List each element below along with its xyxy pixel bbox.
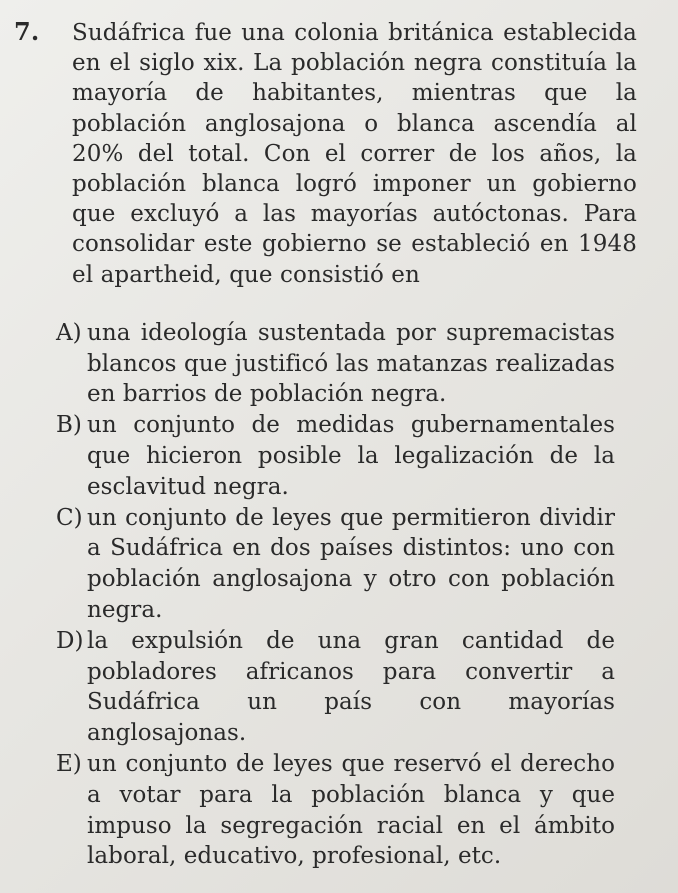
answer-option-e — [56, 749, 650, 872]
option-text-d: la expulsión de una gran cantidad de pobladores africanos para convertir a Sudáfrica un país con mayorías anglosajonas. — [87, 627, 615, 747]
option-text-a: una ideología sustentada por supremacistas blancos que justificó las matanzas realizadas en barrios de población negra. — [87, 319, 615, 408]
option-letter-c: C) — [56, 504, 83, 531]
answer-option-a — [56, 318, 650, 410]
answer-option-d — [56, 626, 650, 749]
option-text-e: un conjunto de leyes que reservó el derecho a votar para la población blanca y que impuso la segregación racial en el ámbito laboral, educativo, profesional, etc. — [87, 750, 615, 870]
answer-option-b — [56, 410, 650, 502]
answer-option-c — [56, 503, 650, 626]
option-text-c: un conjunto de leyes que permitieron dividir a Sudáfrica en dos países distintos: uno con población anglosajona y otro con población negra. — [87, 504, 615, 623]
answer-options — [14, 318, 650, 872]
question-stem: Sudáfrica fue una colonia británica establecida en el siglo xix. La población negra constituía la mayoría de habitantes, mientras que la población anglosajona o blanca ascendía al 20% del total. Con el correr de los años, la población blanca logró imponer un gobierno que excluyó a las mayorías autóctonas. Para consolidar este gobierno se estableció en 1948 el apartheid, que consistió en — [72, 20, 637, 288]
option-letter-e: E) — [56, 750, 82, 777]
option-letter-d: D) — [56, 627, 84, 654]
option-letter-a: A) — [56, 319, 82, 346]
option-text-b: un conjunto de medidas gubernamentales que hicieron posible la legalización de la esclavitud negra. — [87, 412, 615, 500]
question-block — [14, 18, 650, 290]
option-letter-b: B) — [56, 412, 82, 439]
question-number: 7. — [14, 17, 40, 46]
